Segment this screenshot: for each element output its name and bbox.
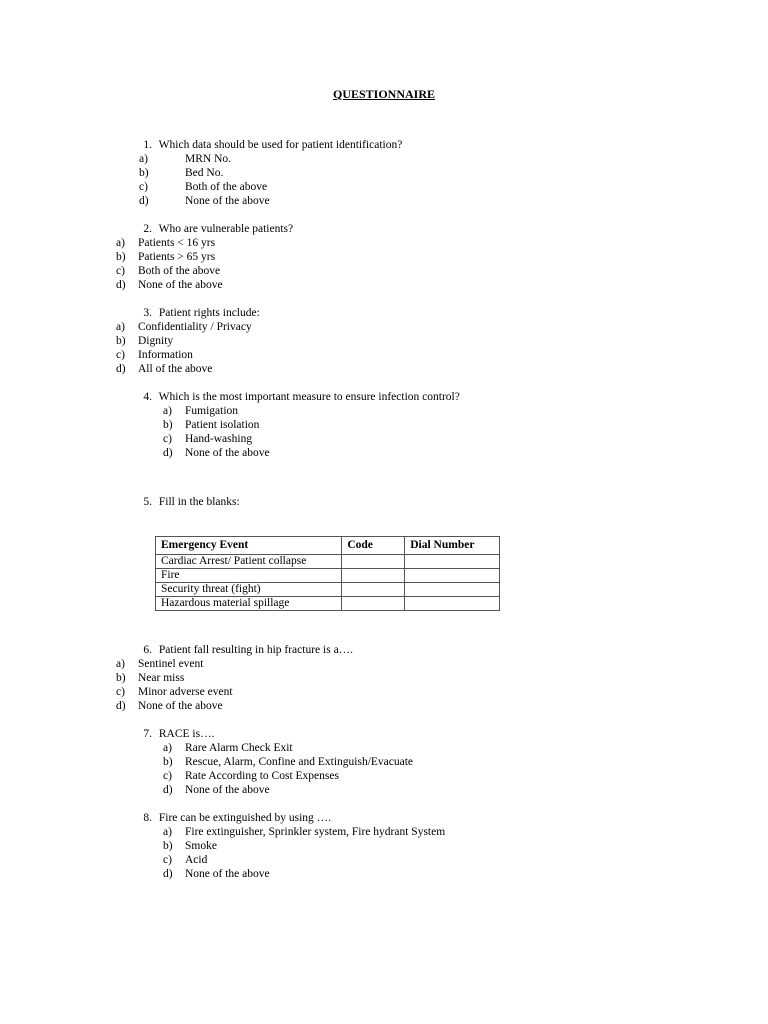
- table-row: [156, 555, 500, 569]
- code-cell[interactable]: [342, 583, 405, 597]
- option-2b: b) Patients > 65 yrs: [116, 251, 216, 263]
- event-cell: Security threat (fight): [156, 583, 342, 597]
- question-number: 7.: [143, 728, 152, 740]
- option-1d: d) None of the above: [139, 195, 270, 207]
- question-text: Fire can be extinguished by using ….: [158, 812, 332, 824]
- column-header-dial-number: Dial Number: [405, 537, 500, 555]
- option-6c: c) Minor adverse event: [116, 686, 233, 698]
- option-2d: d) None of the above: [116, 279, 223, 291]
- dial-number-cell[interactable]: [405, 583, 500, 597]
- question-7: [130, 727, 214, 741]
- option-8a: a) Fire extinguisher, Sprinkler system, Fire hydrant System: [163, 826, 446, 838]
- option-4d: d) None of the above: [163, 447, 270, 459]
- emergency-table: [155, 536, 500, 611]
- dial-number-cell[interactable]: [405, 569, 500, 583]
- code-cell[interactable]: [342, 569, 405, 583]
- question-text: Which data should be used for patient identification?: [158, 139, 403, 151]
- question-number: 2.: [143, 223, 152, 235]
- option-7b: b) Rescue, Alarm, Confine and Extinguish/Evacuate: [163, 756, 414, 768]
- question-text: RACE is….: [158, 728, 215, 740]
- option-7a: a) Rare Alarm Check Exit: [163, 742, 293, 754]
- question-text: Who are vulnerable patients?: [158, 223, 294, 235]
- option-6b: b) Near miss: [116, 672, 185, 684]
- question-5: [130, 495, 240, 509]
- option-7d: d) None of the above: [163, 784, 270, 796]
- code-cell[interactable]: [342, 555, 405, 569]
- event-cell: Fire: [156, 569, 342, 583]
- question-1: [130, 138, 402, 152]
- option-3a: a) Confidentiality / Privacy: [116, 321, 252, 333]
- table-row: [156, 569, 500, 583]
- option-3c: c) Information: [116, 349, 193, 361]
- table-header-row: [156, 537, 500, 555]
- question-text: Patient rights include:: [158, 307, 260, 319]
- question-number: 8.: [143, 812, 152, 824]
- question-text: Fill in the blanks:: [158, 496, 240, 508]
- page-title: QUESTIONNAIRE: [332, 87, 436, 101]
- column-header-emergency-event: Emergency Event: [156, 537, 342, 555]
- option-1c: c) Both of the above: [139, 181, 268, 193]
- question-6: [130, 643, 353, 657]
- option-4c: c) Hand-washing: [163, 433, 253, 445]
- question-text: Patient fall resulting in hip fracture is a….: [158, 644, 354, 656]
- question-2: [130, 222, 293, 236]
- question-4: [130, 390, 460, 404]
- dial-number-cell[interactable]: [405, 555, 500, 569]
- option-8c: c) Acid: [163, 854, 208, 866]
- event-cell: Cardiac Arrest/ Patient collapse: [156, 555, 342, 569]
- column-header-code: Code: [342, 537, 405, 555]
- event-cell: Hazardous material spillage: [156, 597, 342, 611]
- question-number: 4.: [143, 391, 152, 403]
- code-cell[interactable]: [342, 597, 405, 611]
- option-2c: c) Both of the above: [116, 265, 221, 277]
- option-3d: d) All of the above: [116, 363, 213, 375]
- option-6d: d) None of the above: [116, 700, 223, 712]
- question-number: 1.: [143, 139, 152, 151]
- option-8d: d) None of the above: [163, 868, 270, 880]
- question-number: 3.: [143, 307, 152, 319]
- option-4b: b) Patient isolation: [163, 419, 260, 431]
- option-8b: b) Smoke: [163, 840, 217, 852]
- option-1b: b) Bed No.: [139, 167, 224, 179]
- question-number: 6.: [143, 644, 152, 656]
- table-row: [156, 583, 500, 597]
- option-7c: c) Rate According to Cost Expenses: [163, 770, 339, 782]
- question-number: 5.: [143, 496, 152, 508]
- option-4a: a) Fumigation: [163, 405, 239, 417]
- option-1a: a) MRN No.: [139, 153, 232, 165]
- dial-number-cell[interactable]: [405, 597, 500, 611]
- table-row: [156, 597, 500, 611]
- option-2a: a) Patients < 16 yrs: [116, 237, 216, 249]
- question-3: [130, 306, 260, 320]
- question-text: Which is the most important measure to ensure infection control?: [158, 391, 460, 403]
- question-8: [130, 811, 331, 825]
- option-3b: b) Dignity: [116, 335, 174, 347]
- option-6a: a) Sentinel event: [116, 658, 204, 670]
